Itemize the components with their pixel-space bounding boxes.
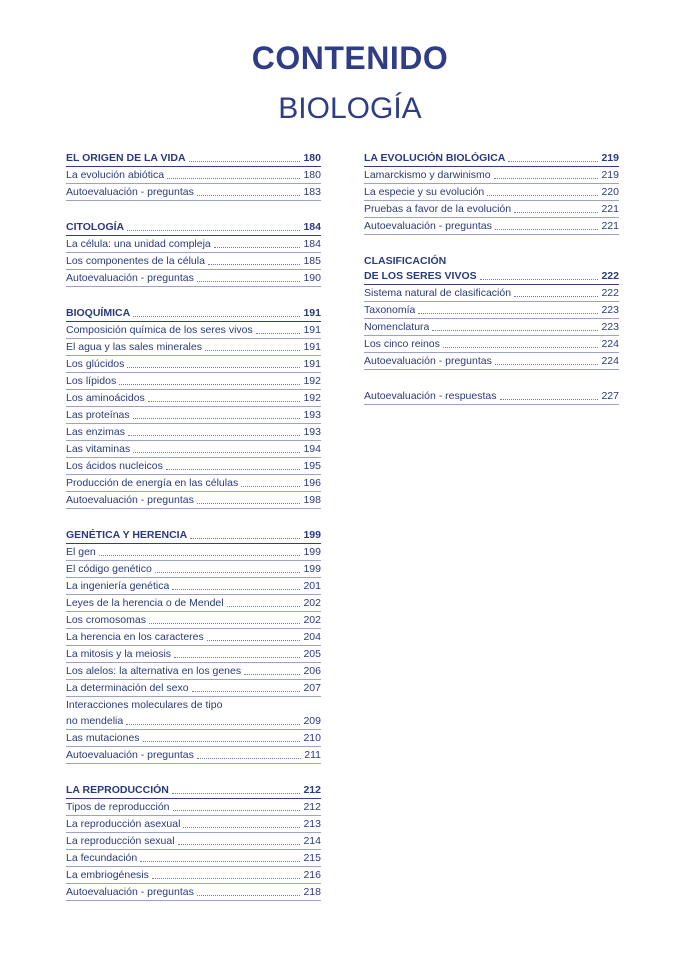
toc-entry-label: Autoevaluación - preguntas xyxy=(364,355,492,367)
toc-entry-label: Las proteínas xyxy=(66,409,130,421)
toc-entry[interactable] xyxy=(364,302,619,319)
dot-leader xyxy=(167,177,300,179)
section-heading[interactable] xyxy=(66,219,321,236)
toc-entry[interactable] xyxy=(66,458,321,475)
toc-entry[interactable] xyxy=(66,595,321,612)
toc-entry-label: El código genético xyxy=(66,563,152,575)
toc-entry[interactable] xyxy=(364,167,619,184)
toc-entry[interactable] xyxy=(66,492,321,509)
dot-leader xyxy=(166,468,301,470)
dot-leader xyxy=(500,398,599,400)
section-heading-page: 212 xyxy=(303,784,321,796)
dot-leader xyxy=(197,757,301,759)
toc-section xyxy=(66,782,321,901)
toc-entry-page: 220 xyxy=(601,186,619,198)
toc-entry-page: 202 xyxy=(303,614,321,626)
toc-entry[interactable] xyxy=(66,561,321,578)
toc-entry[interactable] xyxy=(66,833,321,850)
toc-entry-label: La especie y su evolución xyxy=(364,186,485,198)
toc-entry[interactable] xyxy=(66,884,321,901)
toc-entry[interactable] xyxy=(66,799,321,816)
toc-entry[interactable] xyxy=(66,339,321,356)
dot-leader xyxy=(119,383,300,385)
toc-entry-page: 207 xyxy=(303,682,321,694)
toc-entry-label: Los glúcidos xyxy=(66,358,125,370)
dot-leader xyxy=(172,792,301,794)
toc-entry-page: 198 xyxy=(303,494,321,506)
dot-leader xyxy=(208,263,301,265)
toc-entry-page: 185 xyxy=(303,255,321,267)
toc-section xyxy=(364,150,619,235)
toc-entry-label: Las enzimas xyxy=(66,426,125,438)
toc-entry-page: 213 xyxy=(303,818,321,830)
toc-entry-label: Leyes de la herencia o de Mendel xyxy=(66,597,224,609)
toc-entry-label: Sistema natural de clasificación xyxy=(364,287,512,299)
toc-entry-page: 218 xyxy=(303,886,321,898)
dot-leader xyxy=(133,315,300,317)
section-heading-page: 191 xyxy=(303,307,321,319)
toc-entry-label: Composición química de los seres vivos xyxy=(66,324,253,336)
dot-leader xyxy=(480,278,599,280)
toc-section xyxy=(66,305,321,509)
section-heading[interactable] xyxy=(66,527,321,544)
toc-entry-page: 210 xyxy=(303,732,321,744)
toc-entry-label: La fecundación xyxy=(66,852,138,864)
toc-entry-page: 205 xyxy=(303,648,321,660)
dot-leader xyxy=(495,363,599,365)
toc-entry-page: 193 xyxy=(303,426,321,438)
toc-entry-page: 227 xyxy=(601,390,619,402)
toc-entry-page: 192 xyxy=(303,392,321,404)
toc-entry-page: 199 xyxy=(303,563,321,575)
dot-leader xyxy=(197,280,301,282)
toc-entry-label: Taxonomía xyxy=(364,304,416,316)
page-subtitle: BIOLOGÍA xyxy=(278,92,422,125)
toc-entry-label: Los aminoácidos xyxy=(66,392,145,404)
dot-leader xyxy=(172,588,300,590)
toc-entry-page: 196 xyxy=(303,477,321,489)
toc-entry-label: El gen xyxy=(66,546,96,558)
toc-entry-page: 212 xyxy=(303,801,321,813)
toc-entry-label: La reproducción asexual xyxy=(66,818,181,830)
toc-entry-label: Los ácidos nucleicos xyxy=(66,460,163,472)
toc-entry-label: La reproducción sexual xyxy=(66,835,175,847)
section-heading[interactable] xyxy=(66,782,321,799)
dot-leader xyxy=(495,228,599,230)
dot-leader xyxy=(178,843,301,845)
toc-entry-page: 219 xyxy=(601,169,619,181)
toc-entry-page: 180 xyxy=(303,169,321,181)
dot-leader xyxy=(443,346,599,348)
toc-entry[interactable] xyxy=(364,353,619,370)
dot-leader xyxy=(508,160,598,162)
toc-entry-label: Autoevaluación - preguntas xyxy=(66,186,194,198)
toc-entry[interactable] xyxy=(66,646,321,663)
toc-entry-page: 224 xyxy=(601,355,619,367)
toc-entry[interactable] xyxy=(66,867,321,884)
dot-leader xyxy=(152,877,301,879)
section-heading[interactable] xyxy=(66,150,321,167)
toc-entry-page: 214 xyxy=(303,835,321,847)
toc-section xyxy=(66,150,321,201)
toc-entry-page: 204 xyxy=(303,631,321,643)
toc-entry-label: Autoevaluación - preguntas xyxy=(364,220,492,232)
dot-leader xyxy=(197,194,301,196)
toc-entry-label: Los lípidos xyxy=(66,375,117,387)
dot-leader xyxy=(197,894,301,896)
toc-entry[interactable] xyxy=(66,270,321,287)
toc-entry-page: 215 xyxy=(303,852,321,864)
toc-entry-page: 191 xyxy=(303,358,321,370)
dot-leader xyxy=(432,329,598,331)
toc-entry-page: 221 xyxy=(601,220,619,232)
toc-entry-label: Los componentes de la célula xyxy=(66,255,205,267)
toc-entry-label: El agua y las sales minerales xyxy=(66,341,202,353)
toc-entry[interactable] xyxy=(66,424,321,441)
section-heading-label: LA REPRODUCCIÓN xyxy=(66,784,169,796)
section-heading-page: 180 xyxy=(303,152,321,164)
toc-entry-label: La embriogénesis xyxy=(66,869,149,881)
toc-entry-label: Interacciones moleculares de tipo xyxy=(66,699,223,711)
section-heading-label: LA EVOLUCIÓN BIOLÓGICA xyxy=(364,152,506,164)
section-heading-label: BIOQUÍMICA xyxy=(66,307,131,319)
section-heading[interactable] xyxy=(364,150,619,167)
dot-leader xyxy=(127,366,300,368)
toc-entry[interactable] xyxy=(66,441,321,458)
toc-entry-label: La herencia en los caracteres xyxy=(66,631,204,643)
toc-entry-label: Los cromosomas xyxy=(66,614,146,626)
dot-leader xyxy=(174,656,300,658)
dot-leader xyxy=(494,177,599,179)
toc-entry[interactable] xyxy=(66,544,321,561)
toc-entry-page: 216 xyxy=(303,869,321,881)
section-heading-page: 184 xyxy=(303,221,321,233)
toc-entry-page: 211 xyxy=(304,749,321,761)
toc-entry[interactable] xyxy=(66,629,321,646)
dot-leader xyxy=(128,434,301,436)
toc-entry-label: La determinación del sexo xyxy=(66,682,189,694)
toc-entry-page: 191 xyxy=(303,341,321,353)
toc-entry-label: La mitosis y la meiosis xyxy=(66,648,172,660)
section-heading-label: GENÉTICA Y HERENCIA xyxy=(66,529,188,541)
toc-entry-label: Nomenclatura xyxy=(364,321,430,333)
dot-leader xyxy=(197,502,301,504)
section-heading-page: 219 xyxy=(601,152,619,164)
toc-right-column xyxy=(364,150,619,423)
toc-entry[interactable] xyxy=(66,730,321,747)
toc-left-column xyxy=(66,150,321,919)
dot-leader xyxy=(189,160,301,162)
toc-entry[interactable] xyxy=(66,816,321,833)
toc-entry[interactable] xyxy=(66,697,321,713)
toc-entry[interactable] xyxy=(364,319,619,336)
toc-entry-label: Autoevaluación - respuestas xyxy=(364,390,497,402)
toc-entry-label: Los cinco reinos xyxy=(364,338,440,350)
toc-entry[interactable] xyxy=(364,285,619,302)
toc-entry-page: 223 xyxy=(601,304,619,316)
dot-leader xyxy=(173,809,301,811)
toc-section xyxy=(66,527,321,764)
dot-leader xyxy=(227,605,301,607)
dot-leader xyxy=(99,554,301,556)
dot-leader xyxy=(487,194,598,196)
dot-leader xyxy=(190,537,300,539)
toc-entry[interactable] xyxy=(66,167,321,184)
toc-entry-label: Pruebas a favor de la evolución xyxy=(364,203,512,215)
dot-leader xyxy=(127,229,300,231)
dot-leader xyxy=(207,639,301,641)
toc-entry-page: 202 xyxy=(303,597,321,609)
toc-entry[interactable] xyxy=(66,390,321,407)
toc-section xyxy=(364,388,619,405)
toc-entry-label: Las vitaminas xyxy=(66,443,131,455)
toc-entry[interactable] xyxy=(66,663,321,680)
toc-entry-label: Autoevaluación - preguntas xyxy=(66,272,194,284)
toc-entry-page: 224 xyxy=(601,338,619,350)
section-heading-label: CITOLOGÍA xyxy=(66,221,125,233)
dot-leader xyxy=(205,349,300,351)
dot-leader xyxy=(148,400,301,402)
toc-entry-page: 184 xyxy=(303,238,321,250)
toc-entry-page: 194 xyxy=(303,443,321,455)
dot-leader xyxy=(192,690,301,692)
toc-section xyxy=(364,253,619,370)
toc-entry-label: Autoevaluación - preguntas xyxy=(66,494,194,506)
dot-leader xyxy=(241,485,300,487)
dot-leader xyxy=(183,826,300,828)
toc-entry-page: 193 xyxy=(303,409,321,421)
toc-entry[interactable] xyxy=(66,713,321,730)
toc-entry-label: Producción de energía en las células xyxy=(66,477,239,489)
section-heading[interactable] xyxy=(364,268,619,285)
toc-entry-label: La célula: una unidad compleja xyxy=(66,238,211,250)
toc-entry-page: 183 xyxy=(303,186,321,198)
toc-entry-label: Tipos de reproducción xyxy=(66,801,170,813)
toc-entry-page: 191 xyxy=(303,324,321,336)
dot-leader xyxy=(214,246,301,248)
dot-leader xyxy=(514,295,598,297)
dot-leader xyxy=(418,312,598,314)
toc-entry[interactable] xyxy=(66,680,321,697)
section-heading-page: 222 xyxy=(601,270,619,282)
toc-entry-label: Las mutaciones xyxy=(66,732,140,744)
toc-entry[interactable] xyxy=(66,578,321,595)
toc-entry[interactable] xyxy=(364,201,619,218)
toc-entry-label: Autoevaluación - preguntas xyxy=(66,886,194,898)
toc-entry[interactable] xyxy=(66,322,321,339)
toc-entry-page: 192 xyxy=(303,375,321,387)
toc-entry-page: 209 xyxy=(303,715,321,727)
dot-leader xyxy=(140,860,300,862)
toc-entry-page: 221 xyxy=(601,203,619,215)
toc-entry-page: 206 xyxy=(303,665,321,677)
page-title: CONTENIDO xyxy=(251,40,449,76)
toc-entry[interactable] xyxy=(66,747,321,764)
toc-entry-label: Lamarckismo y darwinismo xyxy=(364,169,491,181)
toc-entry[interactable] xyxy=(66,612,321,629)
toc-entry-page: 190 xyxy=(303,272,321,284)
toc-entry[interactable] xyxy=(66,356,321,373)
toc-entry-page: 199 xyxy=(303,546,321,558)
toc-entry[interactable] xyxy=(364,336,619,353)
toc-entry-label: no mendelia xyxy=(66,715,124,727)
dot-leader xyxy=(256,332,301,334)
section-heading-page: 199 xyxy=(303,529,321,541)
toc-entry[interactable] xyxy=(66,373,321,390)
toc-entry-label: La evolución abiótica xyxy=(66,169,165,181)
toc-entry[interactable] xyxy=(66,184,321,201)
toc-entry-page: 222 xyxy=(601,287,619,299)
toc-entry[interactable] xyxy=(66,475,321,492)
toc-entry-label: Autoevaluación - preguntas xyxy=(66,749,194,761)
toc-entry[interactable] xyxy=(66,407,321,424)
toc-entry[interactable] xyxy=(66,850,321,867)
section-heading-label: EL ORIGEN DE LA VIDA xyxy=(66,152,186,164)
dot-leader xyxy=(155,571,301,573)
toc-entry-label: Los alelos: la alternativa en los genes xyxy=(66,665,242,677)
dot-leader xyxy=(133,417,301,419)
dot-leader xyxy=(126,723,300,725)
section-heading-label: DE LOS SERES VIVOS xyxy=(364,270,477,282)
dot-leader xyxy=(514,211,598,213)
toc-section xyxy=(66,219,321,287)
toc-entry[interactable] xyxy=(66,253,321,270)
toc-entry[interactable] xyxy=(364,218,619,235)
toc-entry-page: 195 xyxy=(303,460,321,472)
section-heading[interactable] xyxy=(66,305,321,322)
toc-entry[interactable] xyxy=(66,236,321,253)
dot-leader xyxy=(133,451,300,453)
toc-entry-label: La ingeniería genética xyxy=(66,580,170,592)
toc-entry-page: 201 xyxy=(303,580,321,592)
toc-entry[interactable] xyxy=(364,184,619,201)
dot-leader xyxy=(143,740,301,742)
dot-leader xyxy=(149,622,301,624)
dot-leader xyxy=(244,673,300,675)
toc-entry-page: 223 xyxy=(601,321,619,333)
section-heading-line: CLASIFICACIÓN xyxy=(364,255,447,267)
toc-entry[interactable] xyxy=(364,388,619,405)
